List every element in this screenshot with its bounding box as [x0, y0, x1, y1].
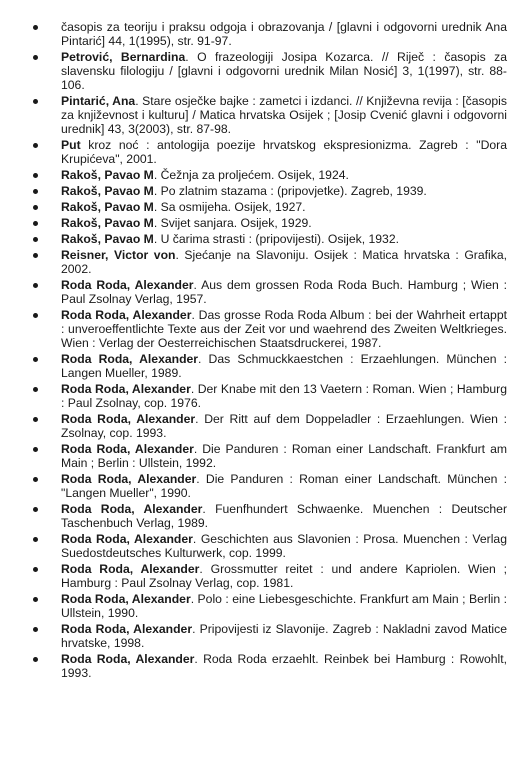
bullet-icon	[33, 387, 38, 392]
entry-author: Roda Roda, Alexander	[61, 532, 193, 546]
bibliography-entry	[20, 232, 507, 246]
bibliography-entry	[20, 502, 507, 530]
entry-text: . Das grosse Roda Roda Album : bei der Wahrheit ertappt : unveroeffentlichte Texte aus der Zeit vor und waehrend des Zweiten Weltkrieges. Wien : Verlag der Oesterreichischen Staatsdruckerei, 1987.	[61, 308, 507, 350]
entry-text: . Das Schmuckkaestchen : Erzaehlungen. München : Langen Mueller, 1989.	[61, 352, 508, 380]
entry-text: . Fuenfhundert Schwaenke. Muenchen : Deutscher Taschenbuch Verlag, 1989.	[61, 502, 508, 530]
entry-author: Roda Roda, Alexander	[61, 472, 197, 486]
bullet-icon	[33, 55, 38, 60]
entry-author: Roda Roda, Alexander	[61, 562, 200, 576]
bullet-icon	[33, 357, 38, 362]
bullet-icon	[33, 99, 38, 104]
entry-author: Roda Roda, Alexander	[61, 652, 195, 666]
entry-author: Roda Roda, Alexander	[61, 412, 196, 426]
bullet-icon	[33, 25, 38, 30]
entry-text: kroz noć : antologija poezije hrvatskog ekspresionizma. Zagreb : "Dora Krupićeva", 2001.	[61, 138, 507, 166]
entry-author: Roda Roda, Alexander	[61, 308, 192, 322]
bullet-icon	[33, 143, 38, 148]
entry-author: Roda Roda, Alexander	[61, 382, 191, 396]
bibliography-entry	[20, 352, 507, 380]
entry-author: Reisner, Victor von	[61, 248, 176, 262]
bibliography-entry	[20, 442, 507, 470]
bibliography-entry	[20, 248, 507, 276]
bullet-icon	[33, 221, 38, 226]
entry-text: časopis za teoriju i praksu odgoja i obrazovanja / [glavni i odgovorni urednik Ana Pintarić] 44, 1(1995), str. 91-97.	[61, 20, 507, 48]
entry-text: . Roda Roda erzaehlt. Reinbek bei Hamburg : Rowohlt, 1993.	[61, 652, 508, 680]
bibliography-entry	[20, 200, 507, 214]
bullet-icon	[33, 597, 38, 602]
bibliography-entry	[20, 168, 507, 182]
bibliography-entry	[20, 278, 507, 306]
entry-text: . Stare osječke bajke : zametci i izdanci. // Književna revija : [časopis za književnost i kulturu] / Matica hrvatska Osijek ; [Josip Cvenić glavni i odgovorni urednik] 43, 3(2003), str. 87-98.	[61, 94, 507, 136]
bibliography-entry	[20, 412, 507, 440]
bibliography-list	[20, 20, 507, 680]
bullet-icon	[33, 283, 38, 288]
entry-text: . Svijet sanjara. Osijek, 1929.	[153, 216, 312, 230]
entry-text: . Geschichten aus Slavonien : Prosa. Muenchen : Verlag Suedostdeutsches Kulturwerk, cop. 1999.	[61, 532, 507, 560]
entry-author: Roda Roda, Alexander	[61, 278, 194, 292]
bullet-icon	[33, 205, 38, 210]
bullet-icon	[33, 237, 38, 242]
entry-text: . Die Panduren : Roman einer Landschaft. Frankfurt am Main ; Berlin : Ullstein, 1992.	[61, 442, 507, 470]
entry-author: Roda Roda, Alexander	[61, 622, 193, 636]
entry-text: . O frazeologiji Josipa Kozarca. // Riječ : časopis za slavensku filologiju / [glavni i odgovorni urednik Milan Nosić] 3, 1(1997), str. 88-106.	[61, 50, 507, 92]
bibliography-entry	[20, 216, 507, 230]
bullet-icon	[33, 657, 38, 662]
entry-author: Rakoš, Pavao M	[61, 184, 154, 198]
entry-author: Pintarić, Ana	[61, 94, 136, 108]
bullet-icon	[33, 173, 38, 178]
entry-author: Rakoš, Pavao M	[61, 232, 154, 246]
entry-author: Put	[61, 138, 81, 152]
bibliography-entry	[20, 382, 507, 410]
entry-text: . Der Knabe mit den 13 Vaetern : Roman. Wien ; Hamburg : Paul Zsolnay, cop. 1976.	[61, 382, 507, 410]
entry-author: Roda Roda, Alexander	[61, 502, 203, 516]
entry-author: Rakoš, Pavao M	[61, 216, 154, 230]
bibliography-entry	[20, 532, 507, 560]
entry-text: . Čežnja za proljećem. Osijek, 1924.	[153, 168, 349, 182]
bullet-icon	[33, 477, 38, 482]
entry-text: . Die Panduren : Roman einer Landschaft. München : "Langen Mueller", 1990.	[61, 472, 507, 500]
bibliography-entry	[20, 622, 507, 650]
entry-text: . Aus dem grossen Roda Roda Buch. Hamburg ; Wien : Paul Zsolnay Verlag, 1957.	[61, 278, 507, 306]
bullet-icon	[33, 253, 38, 258]
bullet-icon	[33, 627, 38, 632]
entry-author: Petrović, Bernardina	[61, 50, 186, 64]
entry-author: Rakoš, Pavao M	[61, 168, 154, 182]
entry-text: . Polo : eine Liebesgeschichte. Frankfurt am Main ; Berlin : Ullstein, 1990.	[61, 592, 507, 620]
bibliography-entry	[20, 20, 507, 48]
bullet-icon	[33, 507, 38, 512]
bibliography-entry	[20, 308, 507, 350]
entry-author: Roda Roda, Alexander	[61, 442, 194, 456]
entry-text: . Grossmutter reitet : und andere Kapriolen. Wien ; Hamburg : Paul Zsolnay Verlag, cop. 1981.	[61, 562, 507, 590]
bullet-icon	[33, 567, 38, 572]
bibliography-entry	[20, 472, 507, 500]
bibliography-entry	[20, 562, 507, 590]
entry-text: . U čarima strasti : (pripovijesti). Osijek, 1932.	[153, 232, 399, 246]
entry-author: Roda Roda, Alexander	[61, 352, 199, 366]
bibliography-entry	[20, 652, 507, 680]
bullet-icon	[33, 313, 38, 318]
bibliography-entry	[20, 184, 507, 198]
entry-text: . Sa osmijeha. Osijek, 1927.	[153, 200, 306, 214]
bullet-icon	[33, 189, 38, 194]
entry-text: . Sjećanje na Slavoniju. Osijek : Matica hrvatska : Grafika, 2002.	[61, 248, 507, 276]
bibliography-entry	[20, 94, 507, 136]
entry-text: . Po zlatnim stazama : (pripovjetke). Zagreb, 1939.	[153, 184, 427, 198]
entry-author: Roda Roda, Alexander	[61, 592, 191, 606]
entry-text: . Der Ritt auf dem Doppeladler : Erzaehlungen. Wien : Zsolnay, cop. 1993.	[61, 412, 508, 440]
bibliography-entry	[20, 592, 507, 620]
entry-author: Rakoš, Pavao M	[61, 200, 154, 214]
bullet-icon	[33, 417, 38, 422]
bibliography-entry	[20, 50, 507, 92]
bullet-icon	[33, 447, 38, 452]
bibliography-entry	[20, 138, 507, 166]
entry-text: . Pripovijesti iz Slavonije. Zagreb : Nakladni zavod Matice hrvatske, 1998.	[61, 622, 508, 650]
bullet-icon	[33, 537, 38, 542]
